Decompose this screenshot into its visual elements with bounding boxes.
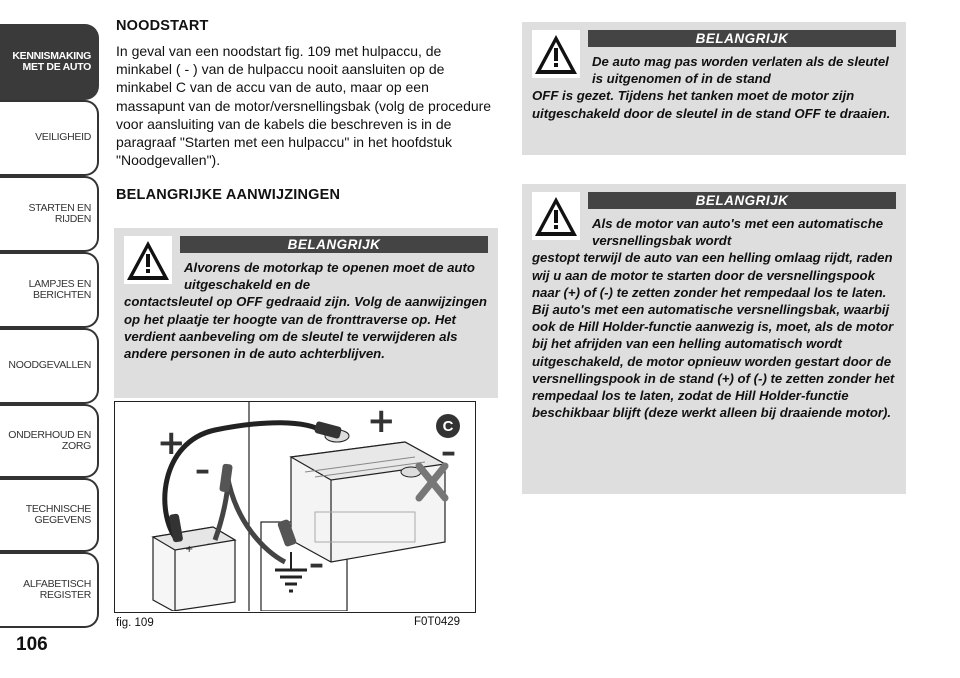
section-heading-aanwijzingen: BELANGRIJKE AANWIJZINGEN [116, 187, 341, 204]
tab-label: VEILIGHEID [35, 131, 91, 144]
tab-noodgevallen[interactable] [0, 328, 99, 404]
minus-sign-left: – [195, 453, 210, 488]
warning-text: Alvorens de motorkap te openen moet de auto uitgeschakeld en de [184, 260, 475, 293]
minus-sign-ground: – [309, 547, 324, 582]
figure-code: F0T0429 [414, 616, 461, 628]
warning-box [114, 228, 498, 398]
minus-sign-right: – [441, 435, 456, 470]
svg-text:+: + [185, 544, 194, 555]
svg-text:-: - [207, 539, 211, 550]
left-column [116, 18, 498, 203]
warning-text-continued: contactsleutel op OFF gedraaid zijn. Volg de aanwijzingen op het plaatje ter hoogte van de fronttraverse op. Het verdient aanbeveling om de sleutel te verwijderen als andere personen in de auto achterblijven. [124, 294, 487, 362]
tab-onderhoud-en-zorg[interactable] [0, 404, 99, 478]
tab-label: ALFABETISCH REGISTER [23, 577, 91, 601]
body-paragraph: In geval van een noodstart fig. 109 met hulpaccu, de minkabel ( - ) van de hulpaccu nooit aansluiten op de minkabel C van de accu van de auto, maar op een massapunt van de motor/versnellingsbak (volg de procedure voor aansluiting van de kabels die beschreven is in de paragraaf "Starten met een hulpaccu" in het hoofdstuk "Noodgevallen"). [116, 43, 492, 169]
figure-jump-start [114, 401, 476, 613]
tab-starten-en-rijden[interactable] [0, 176, 99, 252]
tab-label: STARTEN EN RIJDEN [28, 201, 91, 225]
warning-title: BELANGRIJK [180, 236, 488, 253]
tab-label: LAMPJES EN BERICHTEN [28, 277, 91, 301]
plus-sign-left: + [157, 423, 186, 463]
figure-caption: fig. 109 [116, 617, 154, 629]
warning-text-continued: OFF is gezet. Tijdens het tanken moet de motor zijn uitgeschakeld door de sleutel in de stand OFF te draaien. [532, 88, 891, 121]
page-number: 106 [16, 634, 48, 655]
tab-kennismaking[interactable] [0, 24, 99, 100]
warning-triangle-icon [532, 30, 580, 78]
tab-lampjes-en-berichten[interactable] [0, 252, 99, 328]
tab-label: KENNISMAKING MET DE AUTO [12, 49, 91, 73]
callout-c-label: C [442, 418, 454, 435]
tab-label: ONDERHOUD EN ZORG [8, 428, 91, 452]
warning-title: BELANGRIJK [588, 30, 896, 47]
tab-veiligheid[interactable] [0, 100, 99, 176]
tab-technische-gegevens[interactable] [0, 478, 99, 552]
warning-title: BELANGRIJK [588, 192, 896, 209]
warning-text-continued: gestopt terwijl de auto van een helling omlaag rijdt, raden wij u aan de motor te starten door de versnellingspook naar (+) of (-) te zetten zonder het rempedaal los te laten. Bij auto's met een automatische versnellingsbak, waarbij ook de Hill Holder-functie aanwezig is, moet, als de motor bij het afrijden van een helling automatisch wordt uitgeschakeld, de motor opnieuw worden gestart door de versnellingspook in de stand (+) of (-) te zetten zonder het rempedaal los te laten, zodat de Hill Holder-functie beschikbaar blijft (deze werkt alleen bij draaiende motor). [532, 250, 895, 421]
booster-battery-drawing [153, 527, 235, 611]
warning-text: Als de motor van auto's met een automatische versnellingsbak wordt [592, 216, 884, 249]
warning-box [522, 22, 906, 155]
tab-label: TECHNISCHE GEGEVENS [25, 502, 91, 526]
section-heading-noodstart: NOODSTART [116, 18, 209, 34]
tab-alfabetisch-register[interactable] [0, 552, 99, 628]
warning-text: De auto mag pas worden verlaten als de sleutel is uitgenomen of in de stand [592, 54, 889, 87]
jump-start-illustration [115, 402, 474, 611]
plus-sign-right: + [367, 402, 396, 441]
warning-triangle-icon [124, 236, 172, 284]
warning-box [522, 184, 906, 494]
tab-label: NOODGEVALLEN [8, 359, 91, 372]
warning-triangle-icon [532, 192, 580, 240]
